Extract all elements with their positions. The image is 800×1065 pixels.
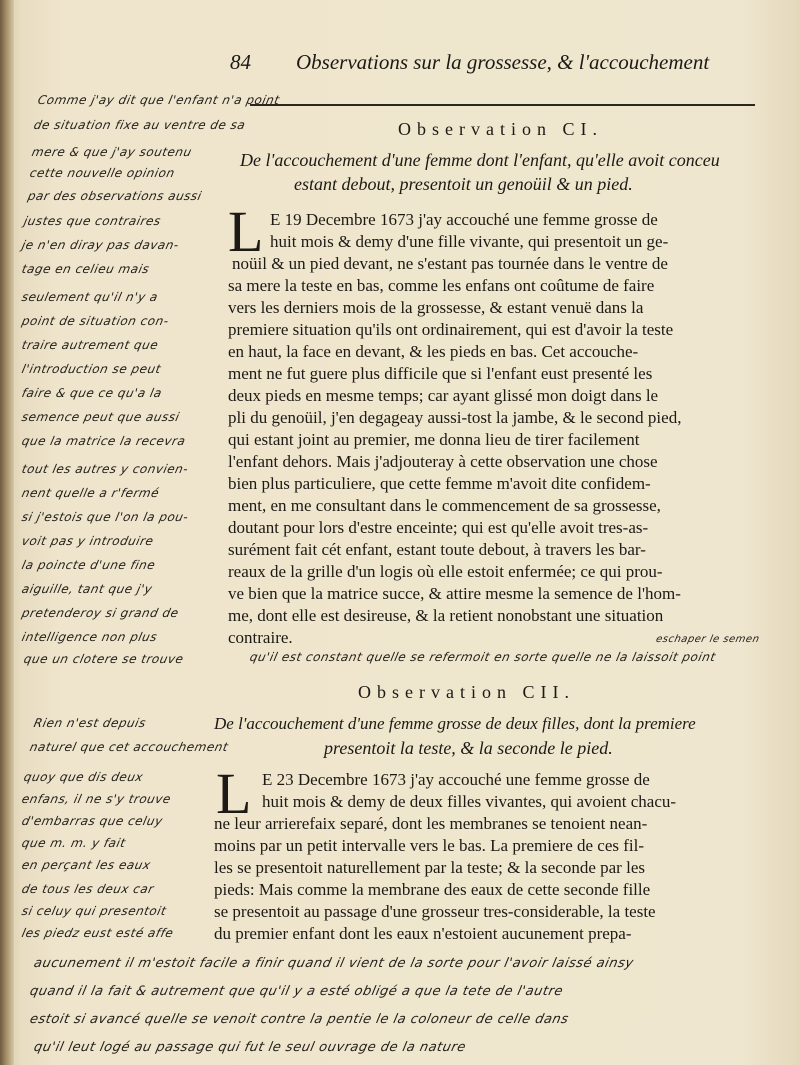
handwritten-note: qu'il est constant quelle se refermoit en sorte quelle ne la laissoit point bbox=[248, 650, 718, 664]
handwritten-note: en perçant les eaux bbox=[20, 858, 153, 872]
text-line: E 23 Decembre 1673 j'ay accouché une femme grosse de bbox=[262, 770, 650, 789]
handwritten-note: faire & que ce qu'a la bbox=[20, 386, 164, 400]
observation-101-title: Observation CI. bbox=[398, 119, 603, 139]
text-line: reaux de la grille d'un logis où elle estoit enfermée; ce qui prou- bbox=[228, 562, 663, 581]
handwritten-note: que m. m. y fait bbox=[20, 836, 128, 850]
top-rule bbox=[250, 104, 755, 106]
handwritten-note: quoy que dis deux bbox=[22, 770, 145, 784]
observation-102-subtitle: presentoit la teste, & la seconde le pied. bbox=[324, 738, 613, 758]
handwritten-note: je n'en diray pas davan- bbox=[20, 238, 181, 252]
text-line: huit mois & demy d'une fille vivante, qui presentoit un ge- bbox=[270, 232, 669, 251]
running-header bbox=[230, 50, 710, 82]
text-line: me, dont elle est desireuse, & la retient nonobstant une situation bbox=[228, 606, 664, 625]
handwritten-note: les piedz eust esté affe bbox=[20, 926, 175, 940]
text-line: moins par un petit intervalle vers le bas. La premiere de ces fil- bbox=[214, 836, 645, 855]
text-line: huit mois & demy de deux filles vivantes, qui avoient chacu- bbox=[262, 792, 677, 811]
handwritten-note: quand il la fait & autrement que qu'il y a esté obligé a que la tete de l'autre bbox=[28, 984, 565, 999]
handwritten-note: l'introduction se peut bbox=[20, 362, 163, 376]
text-line: se presentoit au passage d'une grosseur tres-considerable, la teste bbox=[214, 902, 656, 921]
text-line: E 19 Decembre 1673 j'ay accouché une femme grosse de bbox=[270, 210, 658, 229]
text-line: pieds: Mais comme la membrane des eaux de cette seconde fille bbox=[214, 880, 651, 899]
handwritten-note: d'embarras que celuy bbox=[20, 814, 165, 828]
handwritten-note: seulement qu'il n'y a bbox=[20, 290, 160, 304]
handwritten-note: tage en celieu mais bbox=[20, 262, 151, 276]
drop-cap: L bbox=[228, 199, 264, 264]
text-line: qui estant joint au premier, me donna lieu de tirer facilement bbox=[228, 430, 640, 449]
text-line: ment, en me consultant dans le commencement de sa grossesse, bbox=[228, 496, 661, 515]
text-line: pli du genoüil, j'en degageay aussi-tost la jambe, & le second pied, bbox=[228, 408, 682, 427]
book-gutter bbox=[0, 0, 14, 1065]
text-line: les se presentoit naturellement par la teste; & la seconde par les bbox=[214, 858, 645, 877]
handwritten-note: la poincte d'une fine bbox=[20, 558, 157, 572]
page-number: 84 bbox=[230, 50, 251, 74]
handwritten-note: justes que contraires bbox=[22, 214, 163, 228]
handwritten-note: par des observations aussi bbox=[26, 189, 204, 203]
handwritten-note: point de situation con- bbox=[20, 314, 171, 328]
observation-102-subtitle: De l'accouchement d'une femme grosse de deux filles, dont la premiere bbox=[214, 714, 696, 733]
handwritten-note: tout les autres y convien- bbox=[20, 462, 190, 476]
handwritten-note: enfans, il ne s'y trouve bbox=[20, 792, 173, 806]
handwritten-note: semence peut que aussi bbox=[20, 410, 181, 424]
handwritten-note: qu'il leut logé au passage qui fut le seul ouvrage de la nature bbox=[32, 1040, 468, 1055]
handwritten-note: si j'estois que l'on la pou- bbox=[20, 510, 190, 524]
handwritten-note: nent quelle a r'fermé bbox=[20, 486, 161, 500]
text-line: surément fait cét enfant, estant toute debout, à travers les bar- bbox=[228, 540, 646, 559]
text-line: en haut, la face en devant, & les pieds en bas. Cet accouche- bbox=[228, 342, 639, 361]
handwritten-note: que la matrice la recevra bbox=[20, 434, 187, 448]
text-line: noüil & un pied devant, ne s'estant pas tournée dans le ventre de bbox=[232, 254, 668, 273]
handwritten-note: naturel que cet accouchement bbox=[28, 740, 230, 754]
observation-102-title: Observation CII. bbox=[358, 682, 575, 702]
handwritten-note: que un clotere se trouve bbox=[22, 652, 185, 666]
handwritten-note: aiguille, tant que j'y bbox=[20, 582, 154, 596]
handwritten-note: eschaper le semen bbox=[654, 634, 761, 645]
text-line: deux pieds en mesme temps; car ayant glissé mon doigt dans le bbox=[228, 386, 659, 405]
handwritten-note: mere & que j'ay soutenu bbox=[30, 145, 194, 159]
observation-101-subtitle: estant debout, presentoit un genoüil & un pied. bbox=[294, 174, 633, 194]
text-line: ne leur arrierefaix separé, dont les membranes se tenoient nean- bbox=[214, 814, 648, 833]
text-line: ment ne fut guere plus difficile que si l'enfant eust presenté les bbox=[228, 364, 653, 383]
handwritten-note: aucunement il m'estoit facile a finir quand il vient de la sorte pour l'avoir laissé ainsy bbox=[32, 956, 636, 971]
handwritten-note: si celuy qui presentoit bbox=[20, 904, 168, 918]
handwritten-note: de tous les deux car bbox=[20, 882, 156, 896]
running-title: Observations sur la grossesse, & l'accouchement bbox=[296, 50, 710, 74]
handwritten-note: pretenderoy si grand de bbox=[20, 606, 181, 620]
drop-cap: L bbox=[216, 761, 252, 826]
text-line: l'enfant dehors. Mais j'adjouteray à cette observation une chose bbox=[228, 452, 658, 471]
handwritten-note: traire autrement que bbox=[20, 338, 160, 352]
text-line: bien plus particuliere, que cette femme m'avoit dite confidem- bbox=[228, 474, 651, 493]
handwritten-note: de situation fixe au ventre de sa bbox=[32, 118, 247, 132]
handwritten-note: Rien n'est depuis bbox=[32, 716, 148, 730]
text-line: sa mere la teste en bas, comme les enfans ont coûtume de faire bbox=[228, 276, 655, 295]
observation-101-subtitle: De l'accouchement d'une femme dont l'enfant, qu'elle avoit conceu bbox=[240, 150, 720, 170]
text-line: du premier enfant dont les eaux n'estoient aucunement prepa- bbox=[214, 924, 632, 943]
handwritten-note: intelligence non plus bbox=[20, 630, 159, 644]
handwritten-note: estoit si avancé quelle se venoit contre la pentie le la coloneur de celle dans bbox=[28, 1012, 571, 1027]
text-line: contraire. bbox=[228, 628, 293, 647]
text-line: premiere situation qu'ils ont ordinairement, qui est d'avoir la teste bbox=[228, 320, 674, 339]
text-line: ve bien que la matrice succe, & attire mesme la semence de l'hom- bbox=[228, 584, 681, 603]
handwritten-note: cette nouvelle opinion bbox=[28, 166, 177, 180]
handwritten-note: voit pas y introduire bbox=[20, 534, 156, 548]
handwritten-note: Comme j'ay dit que l'enfant n'a point bbox=[36, 93, 282, 107]
text-line: vers les derniers mois de la grossesse, & estant venuë dans la bbox=[228, 298, 644, 317]
text-line: doutant pour lors d'estre enceinte; qui est qu'elle avoit tres-as- bbox=[228, 518, 649, 537]
